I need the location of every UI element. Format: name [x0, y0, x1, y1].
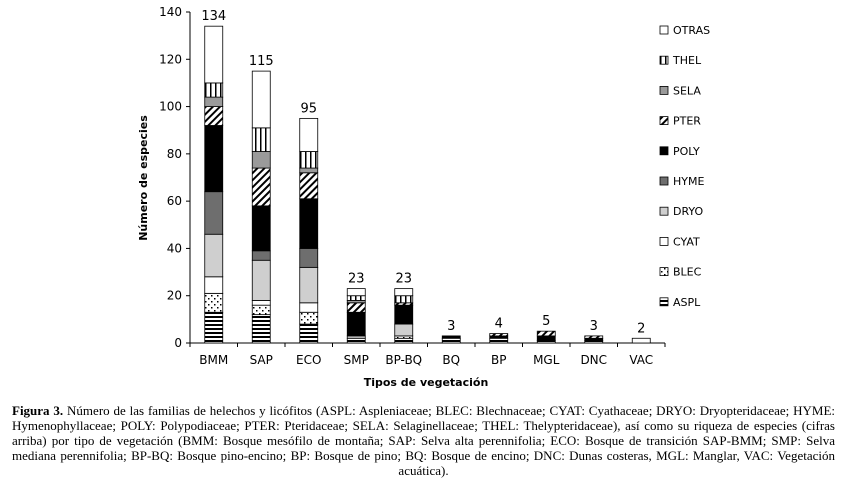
bar-segment-pter-bp — [490, 334, 508, 336]
bar-segment-pter-mgl — [537, 331, 555, 336]
total-label-bq: 3 — [447, 318, 456, 334]
bar-segment-poly-bmm — [205, 125, 223, 191]
legend-swatch-pter — [660, 117, 668, 125]
bar-segment-thel-smp — [347, 296, 365, 301]
bar-segment-poly-eco — [300, 199, 318, 249]
legend-label-otras: OTRAS — [673, 24, 711, 37]
total-label-vac: 2 — [637, 321, 646, 337]
bar-segment-dryo-bmm — [205, 234, 223, 277]
x-tick-label-eco: ECO — [296, 353, 322, 367]
x-tick-label-bp: BP — [491, 353, 507, 367]
legend-swatch-thel — [660, 56, 668, 64]
legend-swatch-sela — [660, 86, 668, 94]
y-tick-label: 0 — [174, 336, 182, 350]
bar-segment-otras-eco — [300, 118, 318, 151]
x-tick-label-sap: SAP — [249, 353, 273, 367]
legend-label-blec: BLEC — [673, 265, 702, 279]
x-tick-label-bq: BQ — [442, 353, 461, 367]
bar-segment-aspl-bp — [490, 338, 508, 343]
legend — [660, 24, 710, 309]
bar-segment-dryo-bp-bq — [395, 324, 413, 336]
caption-text: Número de las familias de helechos y licófitos (ASPL: Aspleniaceae; BLEC: Blechnaceae; CYAT: Cyathaceae; DRYO: Dryopteridaceae; HYME: Hymenophyllaceae; POLY: Polypodiaceae; PTER: Pteridaceae; SELA: Selaginellaceae; THEL: Thelypteridaceae), así como su riqueza de especies (cifras arriba) por tipo de vegetación (BMM: Bosque mesófilo de montaña; SAP: Selva alta perennifolia; ECO: Bosque de transición SAP-BMM; SMP: Selva mediana perennifolia; BP-BQ: Bosque pino-encino; BP: Bosque de pino; BQ: Bosque de encino; DNC: Dunas costeras, MGL: Manglar, VAC: Vegetación acuática). — [12, 403, 836, 478]
bar-segment-blec-sap — [252, 305, 270, 314]
legend-label-sela: SELA — [673, 84, 701, 98]
caption-label: Figura 3. — [12, 403, 64, 418]
bar-segment-blec-bmm — [205, 293, 223, 312]
total-label-bp: 4 — [494, 316, 503, 332]
bar-segment-aspl-bmm — [205, 312, 223, 343]
total-label-eco: 95 — [300, 101, 318, 117]
total-label-smp: 23 — [347, 271, 365, 287]
legend-swatch-otras — [660, 26, 668, 34]
bar-segment-hyme-eco — [300, 248, 318, 267]
y-tick-label: 40 — [166, 241, 182, 256]
bar-segment-hyme-bmm — [205, 192, 223, 235]
bar-segment-aspl-smp — [347, 338, 365, 343]
x-tick-label-bp-bq: BP-BQ — [385, 353, 423, 367]
legend-label-hyme: HYME — [673, 175, 705, 188]
legend-swatch-blec — [660, 268, 668, 276]
x-axis-label: Tipos de vegetación — [363, 376, 489, 389]
bar-segment-poly-bp-bq — [395, 305, 413, 324]
x-tick-label-mgl: MGL — [533, 353, 560, 367]
bar-segment-aspl-eco — [300, 324, 318, 343]
bar-segment-cyat-sap — [252, 300, 270, 305]
legend-label-cyat: CYAT — [673, 235, 700, 249]
bar-segment-otras-vac — [632, 338, 650, 343]
legend-label-thel: THEL — [673, 54, 702, 68]
bar-segment-aspl-bp-bq — [395, 338, 413, 343]
y-tick-label: 100 — [159, 99, 182, 114]
legend-label-dryo: DRYO — [673, 205, 704, 219]
y-tick-label: 80 — [166, 146, 182, 161]
figure-caption — [12, 403, 835, 478]
bar-segment-thel-bp-bq — [395, 296, 413, 303]
bar-segment-otras-bmm — [205, 26, 223, 83]
legend-swatch-aspl — [660, 298, 668, 306]
bar-segment-thel-sap — [252, 128, 270, 152]
bar-segment-sela-sap — [252, 151, 270, 168]
legend-swatch-hyme — [660, 177, 668, 185]
bar-segment-dryo-eco — [300, 267, 318, 302]
bar-segment-sela-eco — [300, 168, 318, 173]
bar-segment-pter-smp — [347, 303, 365, 312]
total-label-bmm: 134 — [201, 9, 227, 25]
bar-segment-sela-bmm — [205, 97, 223, 106]
bar-segment-aspl-bq — [442, 338, 460, 343]
bar-segment-poly-bq — [442, 336, 460, 338]
bar-segment-dryo-sap — [252, 260, 270, 300]
bar-segment-blec-eco — [300, 312, 318, 324]
total-label-dnc: 3 — [589, 318, 598, 334]
total-label-sap: 115 — [248, 54, 274, 70]
bar-segment-otras-bp-bq — [395, 289, 413, 296]
bar-segment-hyme-sap — [252, 251, 270, 260]
bars-group — [205, 26, 651, 343]
bar-segment-cyat-eco — [300, 303, 318, 312]
y-axis-label: Número de especies — [137, 115, 150, 241]
y-tick-label: 140 — [159, 5, 182, 19]
legend-label-aspl: ASPL — [673, 295, 701, 309]
bar-segment-cyat-bmm — [205, 277, 223, 294]
bar-segment-otras-sap — [252, 71, 270, 128]
bar-segment-poly-sap — [252, 206, 270, 251]
bar-segment-pter-bmm — [205, 107, 223, 126]
bar-segment-thel-eco — [300, 151, 318, 168]
y-tick-label: 20 — [166, 288, 182, 303]
y-axis — [159, 5, 190, 350]
x-tick-label-vac: VAC — [629, 353, 654, 367]
bar-segment-otras-smp — [347, 289, 365, 296]
bar-segment-pter-dnc — [585, 336, 603, 338]
bar-segment-pter-sap — [252, 168, 270, 206]
bar-segment-pter-eco — [300, 173, 318, 199]
legend-label-pter: PTER — [673, 114, 701, 128]
bar-segment-aspl-sap — [252, 315, 270, 343]
y-tick-label: 120 — [159, 52, 182, 67]
y-tick-label: 60 — [166, 194, 182, 209]
total-label-mgl: 5 — [542, 314, 551, 330]
x-axis — [190, 343, 665, 367]
bar-segment-poly-smp — [347, 312, 365, 336]
total-label-bp-bq: 23 — [395, 271, 413, 287]
bar-segment-thel-bmm — [205, 83, 223, 97]
x-tick-label-smp: SMP — [343, 353, 369, 367]
x-tick-label-dnc: DNC — [580, 353, 608, 367]
legend-swatch-cyat — [660, 237, 668, 245]
legend-swatch-poly — [660, 147, 668, 155]
legend-swatch-dryo — [660, 207, 668, 215]
bar-segment-poly-mgl — [537, 336, 555, 341]
legend-label-poly: POLY — [673, 144, 700, 158]
x-tick-label-bmm: BMM — [199, 353, 229, 367]
